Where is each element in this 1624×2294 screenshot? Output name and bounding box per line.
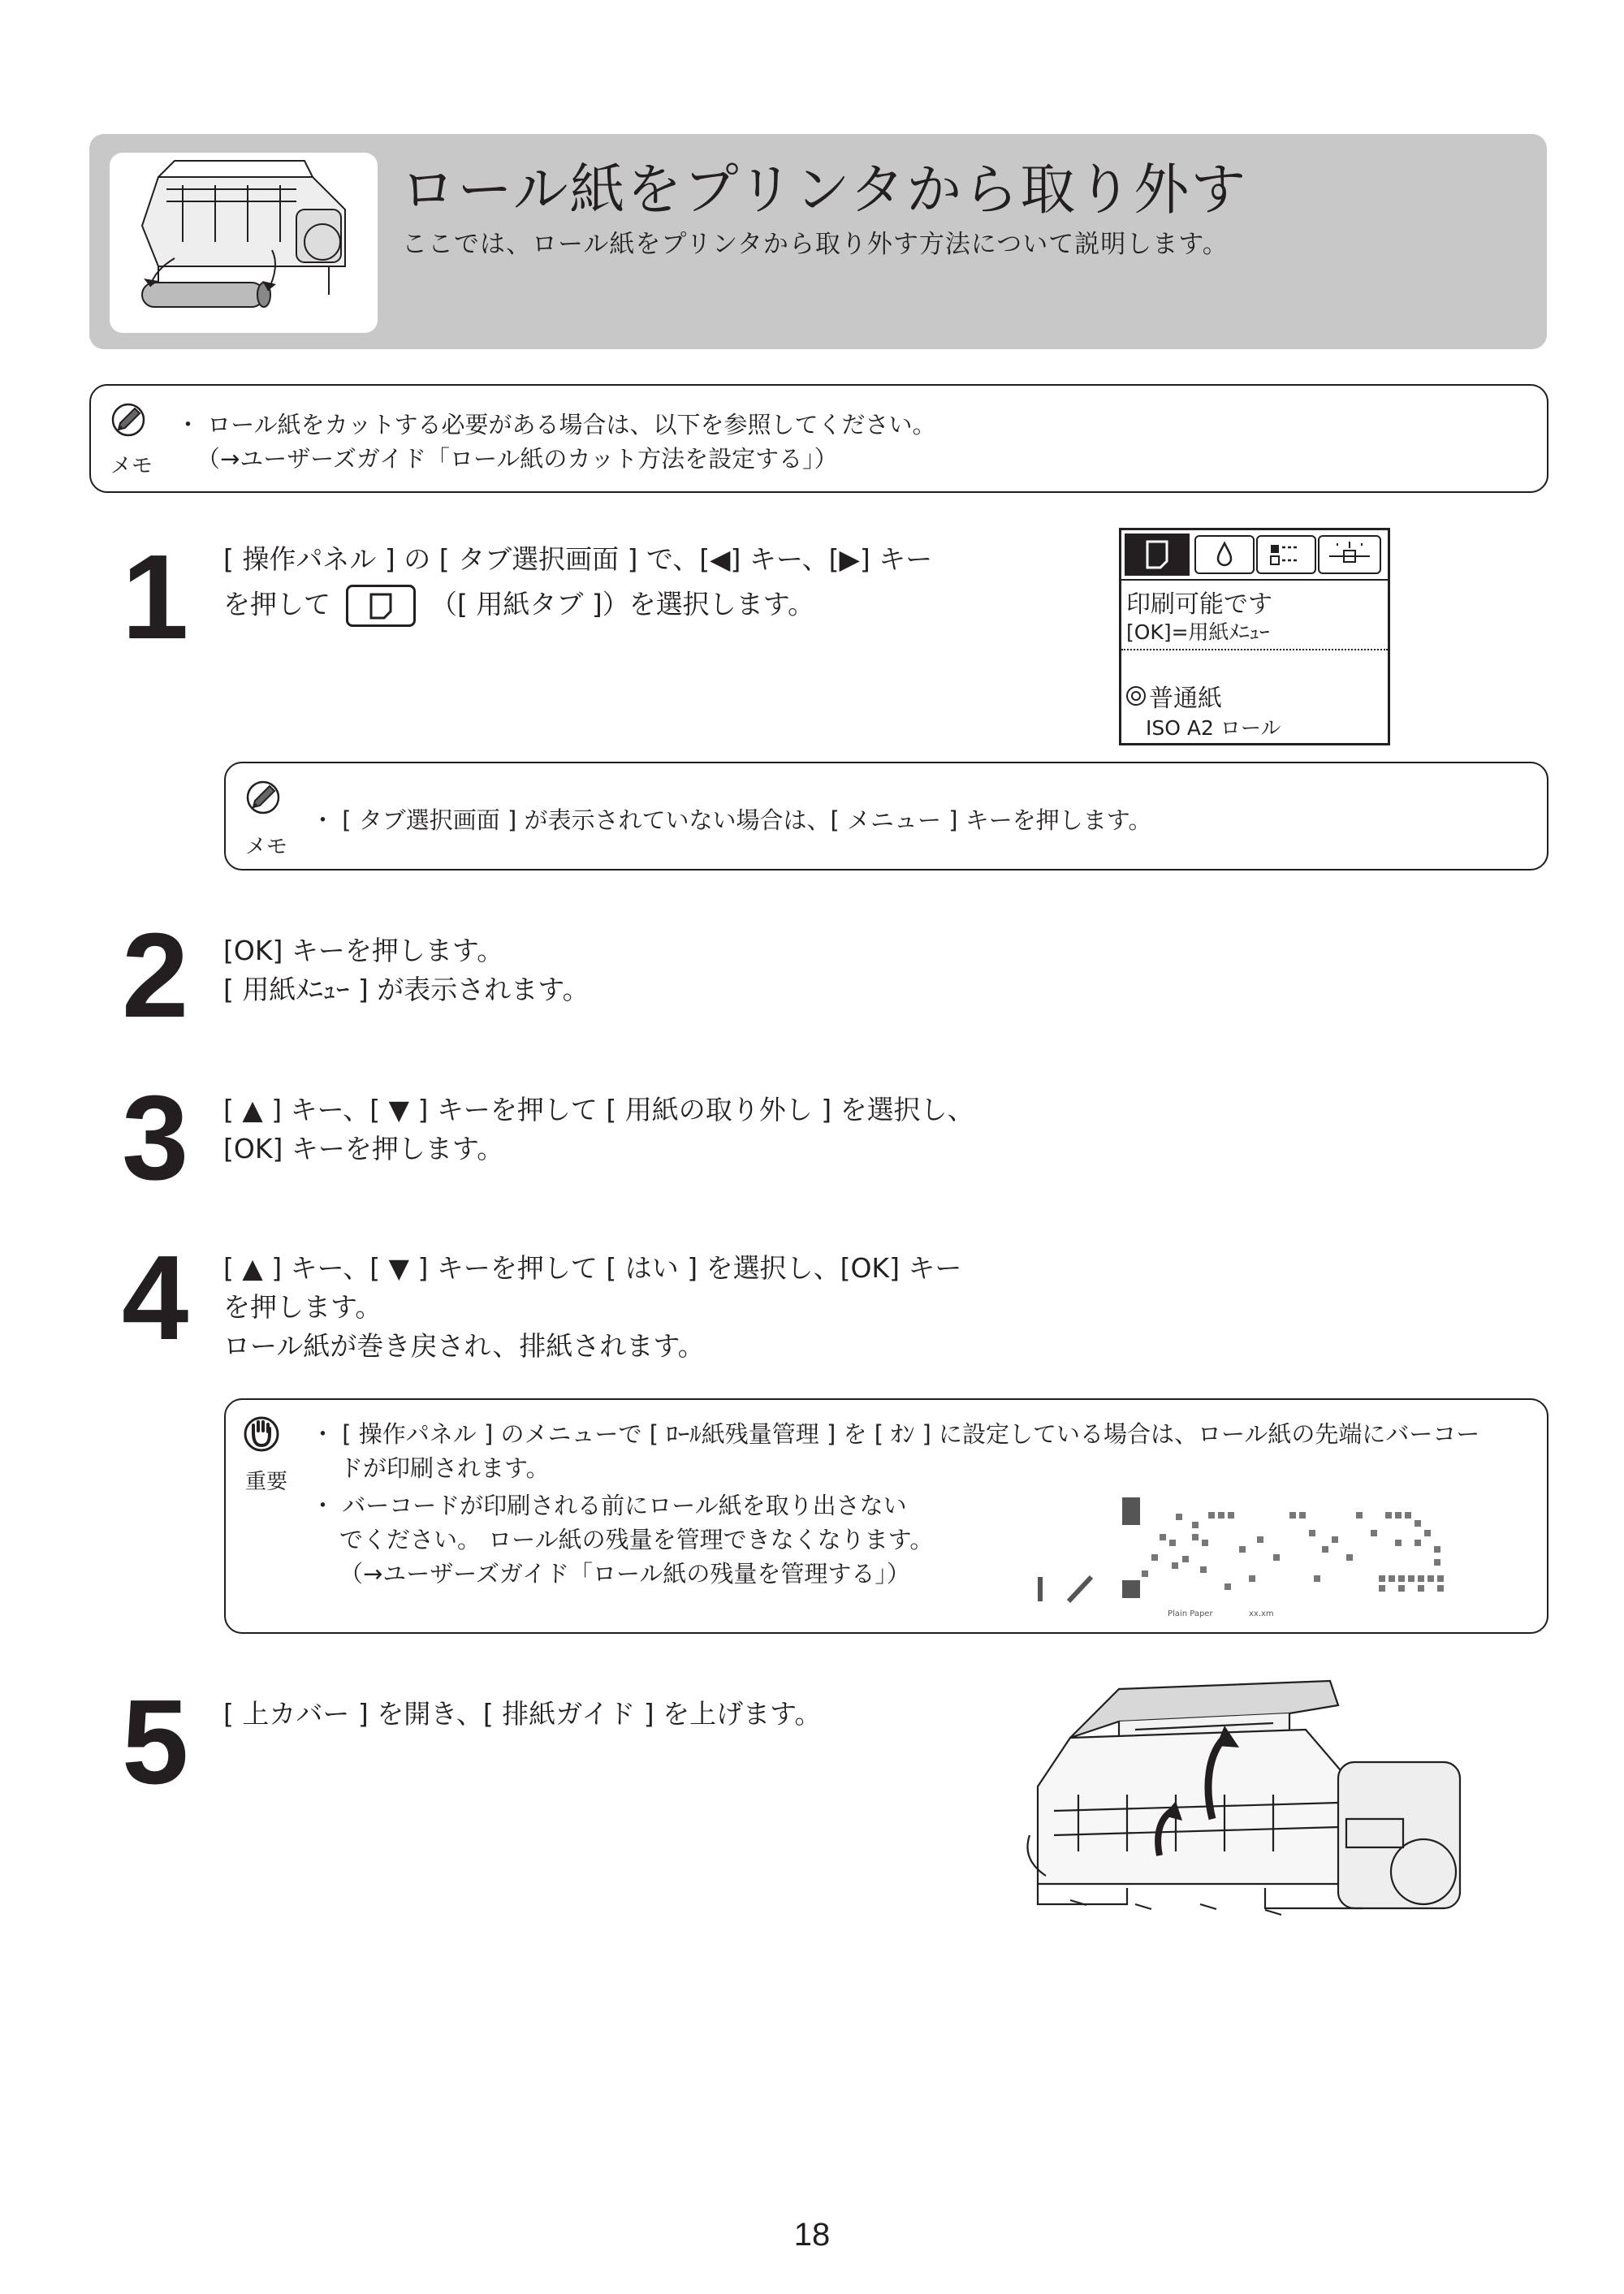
- step-number: 3: [122, 1071, 189, 1205]
- important-note-barcode: [224, 1398, 1548, 1634]
- step-1-text: [ 操作パネル ] の [ タブ選択画面 ] で、[◀] キー、[▶] キー: [223, 543, 933, 575]
- important-line: ・ [ 操作パネル ] のメニューで [ ﾛｰﾙ紙残量管理 ] を [ ｵﾝ ] に設定している場合は、ロール紙の先端にバーコー: [311, 1420, 1480, 1448]
- step-2-text: [ 用紙ﾒﾆｭｰ ] が表示されます。: [223, 974, 590, 1005]
- page-title: ロール紙をプリンタから取り外す: [400, 158, 1248, 222]
- step-number: 1: [122, 530, 189, 664]
- important-line: ドが印刷されます。: [339, 1454, 550, 1482]
- memo-note-line: ・ [ タブ選択画面 ] が表示されていない場合は、[ メニュー ] キーを押します。: [311, 806, 1152, 834]
- lcd-tab-paper: [1125, 534, 1190, 576]
- lcd-screen: [1119, 528, 1390, 745]
- pencil-icon: [245, 780, 281, 815]
- step-4-text: ロール紙が巻き戻され、排紙されます。: [223, 1330, 705, 1362]
- lcd-paper-size: ISO A2 ロール: [1146, 716, 1281, 740]
- page-number: 18: [793, 2217, 831, 2253]
- memo-note-line: ・ ロール紙をカットする必要がある場合は、以下を参照してください。: [176, 411, 936, 438]
- stop-hand-icon: [244, 1415, 279, 1454]
- settings-icon: [1320, 537, 1380, 572]
- memo-note-cut: [89, 384, 1548, 493]
- lcd-tab-settings: [1318, 535, 1381, 574]
- lcd-tab-ink: [1194, 535, 1255, 574]
- page-subtitle: ここでは、ロール紙をプリンタから取り外す方法について説明します。: [402, 230, 1229, 259]
- lcd-ok-hint: [OK]=用紙ﾒﾆｭｰ: [1126, 620, 1270, 644]
- barcode-sample: [1038, 1497, 1492, 1619]
- job-list-icon: [1258, 537, 1315, 572]
- barcode-label-left: Plain Paper: [1168, 1609, 1213, 1618]
- pencil-icon: [110, 402, 146, 438]
- memo-label: メモ: [110, 454, 153, 478]
- step-1-text: [223, 585, 814, 627]
- lcd-media-type: 普通紙: [1149, 685, 1222, 713]
- step-number: 2: [122, 909, 189, 1043]
- barcode-label-right: xx.xm: [1249, 1609, 1274, 1618]
- memo-label: メモ: [245, 835, 288, 859]
- step-1-text-before: を押して: [223, 588, 330, 620]
- lcd-tab-job: [1256, 535, 1316, 574]
- paper-icon: [1125, 534, 1190, 576]
- lcd-status: 印刷可能です: [1126, 590, 1272, 619]
- step-2-text: [OK] キーを押します。: [223, 935, 504, 966]
- paper-tab-key-icon: [346, 585, 416, 627]
- step-number: 5: [122, 1675, 189, 1809]
- step-3-text: [OK] キーを押します。: [223, 1133, 504, 1164]
- important-label: 重要: [245, 1470, 288, 1494]
- important-line: でください。 ロール紙の残量を管理できなくなります。: [339, 1526, 934, 1553]
- ink-drop-icon: [1196, 537, 1253, 572]
- step-1-text-after: （[ 用紙タブ ]）を選択します。: [430, 588, 815, 620]
- step-3-text: [ ▲ ] キー、[ ▼ ] キーを押して [ 用紙の取り外し ] を選択し、: [223, 1094, 974, 1125]
- memo-note-link: （→ユーザーズガイド「ロール紙のカット方法を設定する」）: [197, 445, 838, 473]
- step-4-text: を押します。: [223, 1291, 382, 1323]
- roll-icon: [1125, 685, 1147, 707]
- step-5-text: [ 上カバー ] を開き、[ 排紙ガイド ] を上げます。: [223, 1698, 822, 1730]
- important-line: ・ バーコードが印刷される前にロール紙を取り出さない: [311, 1492, 907, 1519]
- important-line: （→ユーザーズガイド「ロール紙の残量を管理する」）: [339, 1560, 910, 1588]
- step-4-text: [ ▲ ] キー、[ ▼ ] キーを押して [ はい ] を選択し、[OK] キー: [223, 1252, 962, 1284]
- printer-roll-removal-illustration: [110, 153, 378, 333]
- printer-open-cover-illustration: [1021, 1673, 1472, 1941]
- step-number: 4: [122, 1231, 189, 1365]
- memo-note-tab-screen: [224, 762, 1548, 871]
